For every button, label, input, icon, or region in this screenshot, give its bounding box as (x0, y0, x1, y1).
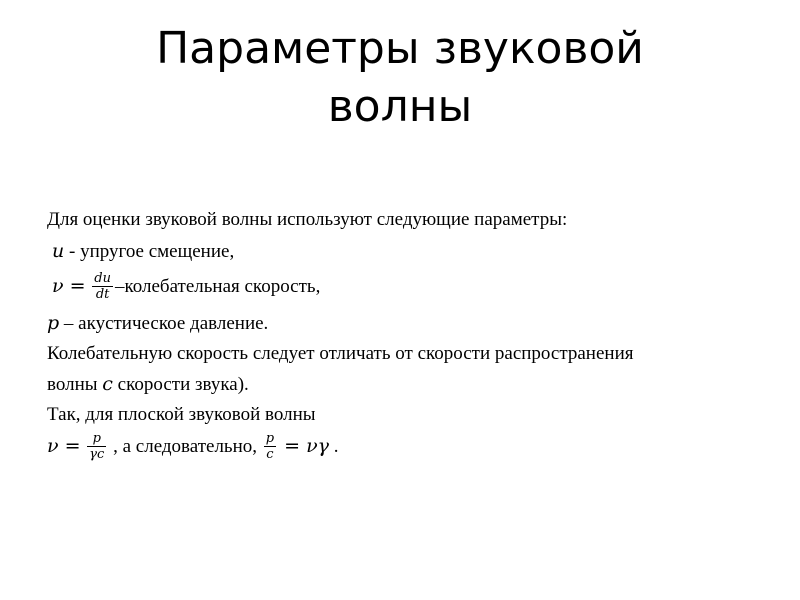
displacement-line (52, 237, 234, 265)
slide-title (0, 20, 800, 136)
pressure-line (47, 309, 268, 337)
note-text-2-post: скорости звука). (112, 374, 249, 395)
velocity-fraction (92, 271, 113, 302)
velocity-text: –колебательная скорость, (114, 276, 321, 297)
equation2-rhs: = νγ (278, 435, 329, 457)
equation-fraction-denominator: γc (89, 447, 105, 463)
displacement-text: - упругое смещение, (64, 241, 235, 262)
pressure-symbol: p (47, 312, 60, 334)
velocity-equals: = (63, 275, 86, 297)
intro-text: Для оценки звуковой волны используют следующие параметры: (47, 209, 568, 230)
equation-line (47, 428, 339, 464)
note-line-2 (47, 370, 249, 398)
plane-wave-line (47, 401, 316, 429)
note-line-1 (47, 340, 633, 368)
plane-wave-text: Так, для плоской звуковой волны (47, 404, 316, 425)
equation-end: . (329, 436, 339, 457)
intro-line (47, 206, 567, 234)
equation2-fraction-denominator: c (266, 447, 274, 463)
slide-title-line2: волны (327, 81, 473, 132)
velocity-symbol: ν (52, 275, 64, 297)
equation-fraction-numerator: p (87, 431, 106, 447)
equation2-fraction (264, 431, 276, 462)
pressure-text: – акустическое давление. (59, 313, 269, 334)
velocity-fraction-denominator: dt (95, 287, 110, 303)
equation-middle-text: , а следовательно, (108, 436, 262, 457)
displacement-symbol: u (52, 240, 65, 262)
note-text-1: Колебательную скорость следует отличать от скорости распространения (47, 343, 634, 364)
velocity-line (52, 268, 320, 304)
velocity-fraction-numerator: du (94, 271, 111, 287)
equation-equals: = (58, 435, 81, 457)
equation-fraction (87, 431, 106, 462)
equation-velocity-symbol: ν (47, 435, 59, 457)
slide-title-line1: Параметры звуковой (156, 23, 644, 74)
equation2-fraction-numerator: p (265, 431, 275, 447)
note-text-2-pre: волны (47, 374, 103, 395)
sound-speed-symbol: c (102, 373, 113, 395)
